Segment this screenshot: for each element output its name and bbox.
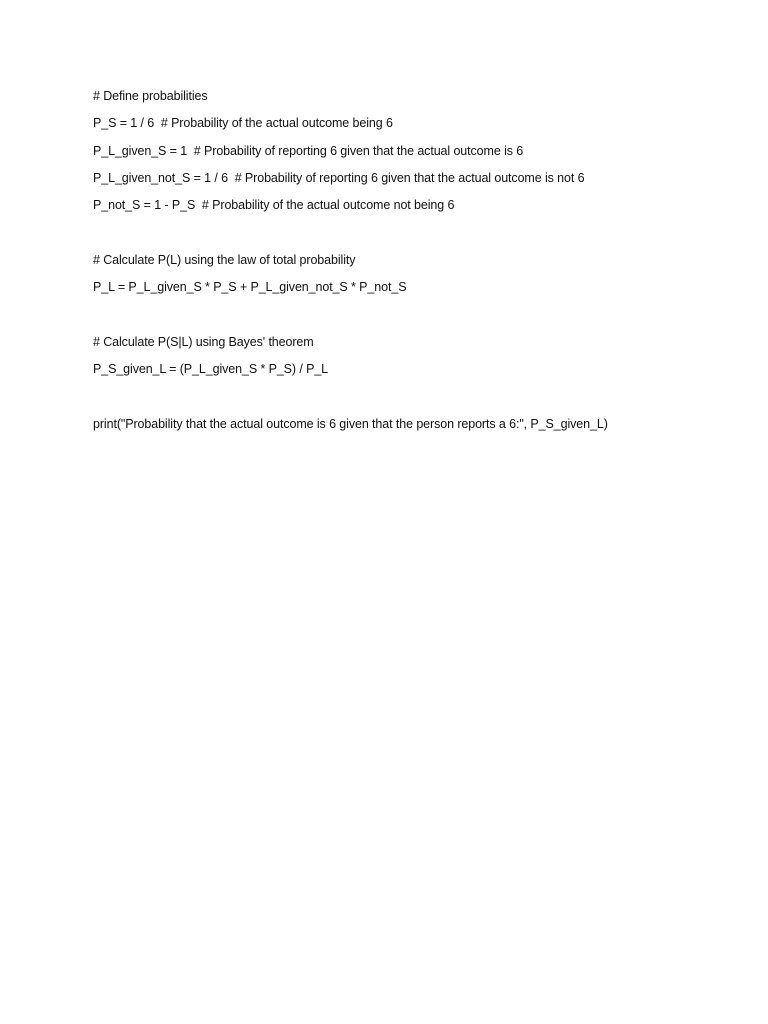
code-line-p-not-s: P_not_S = 1 - P_S # Probability of the actual outcome not being 6 bbox=[93, 198, 455, 213]
comment-calculate-p-s-given-l: # Calculate P(S|L) using Bayes' theorem bbox=[93, 334, 314, 349]
code-line-p-l: P_L = P_L_given_S * P_S + P_L_given_not_S * P_not_S bbox=[93, 280, 407, 295]
code-line-p-l-given-not-s: P_L_given_not_S = 1 / 6 # Probability of reporting 6 given that the actual outcome is not 6 bbox=[93, 170, 585, 185]
code-line-p-s-given-l: P_S_given_L = (P_L_given_S * P_S) / P_L bbox=[93, 361, 329, 376]
code-line-print: print("Probability that the actual outcome is 6 given that the person reports a 6:", P_S_given_L) bbox=[93, 416, 608, 431]
code-line-p-l-given-s: P_L_given_S = 1 # Probability of reporting 6 given that the actual outcome is 6 bbox=[93, 143, 524, 158]
blank-line bbox=[93, 386, 753, 413]
code-line-p-s: P_S = 1 / 6 # Probability of the actual outcome being 6 bbox=[93, 116, 393, 131]
comment-calculate-p-l: # Calculate P(L) using the law of total probability bbox=[93, 252, 356, 267]
blank-line bbox=[93, 222, 753, 249]
blank-line bbox=[93, 304, 753, 331]
document-body bbox=[93, 86, 753, 441]
comment-define-probabilities: # Define probabilities bbox=[93, 89, 208, 103]
